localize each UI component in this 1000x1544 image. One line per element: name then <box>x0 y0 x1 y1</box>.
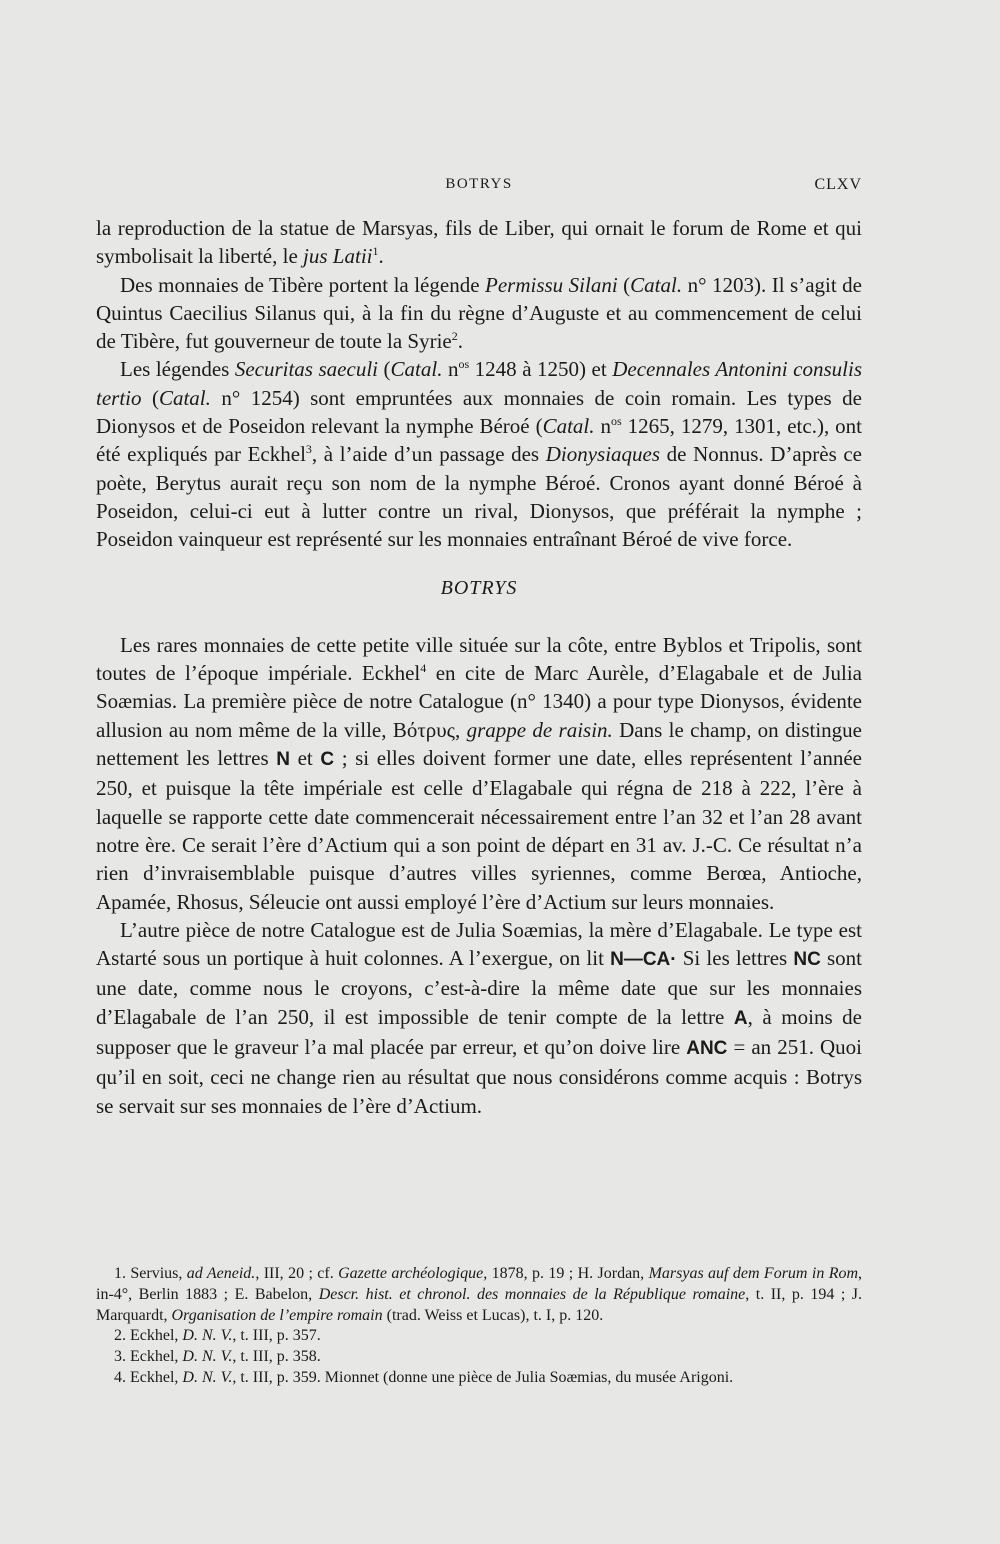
page-number: CLXV <box>814 176 862 193</box>
italic-term: Catal. <box>542 414 595 439</box>
paragraph-2: Des monnaies de Tibère portent la légende Permissu Silani (Catal. n° 1203). Il s’agit de Quintus Caecilius Silanus qui, à la fin du règne d’Auguste et au commencement de celui de Tibère, fut gouverneur de toute la Syrie$^2$. <box>96 272 863 354</box>
superscript: os <box>458 357 470 372</box>
page-header <box>96 176 862 200</box>
italic-term: Dionysiaques <box>545 442 661 467</box>
footnote-1: 1. Servius, ad Aeneid., III, 20 ; cf. Gazette archéologique, 1878, p. 19 ; H. Jordan, Marsyas auf dem Forum in Rom, in-4°, Berlin 1883 ; E. Babelon, Descr. hist. et chronol. des monnaies de la République romaine, t. II, p. 194 ; J. Marquardt, Organisation de l’empire romain (trad. Weiss et Lucas), t. I, p. 120. <box>96 1265 863 1324</box>
paragraph-3: Les légendes Securitas saeculi (Catal. $n^{os}$ 1248 à 1250) et Decennales Antonini consulis tertio (Catal. n° 1254) sont empruntées aux monnaies de coin romain. Les types de Dionysos et de Poseidon relevant la nymphe Béroé (Catal. $n^{os}$ 1265, 1279, 1301, etc.), ont été expliqués par Eckhel$^3$, à l’aide d’un passage des Dionysiaques de Nonnus. D’après ce poète, Berytus aurait reçu son nom de la nymphe Béroé. Cronos ayant donné Béroé à Poseidon, celui-ci eut à lutter contre un rival, Dionysos, que préférait la nymphe ; Poseidon vainqueur est représenté sur les monnaies entraînant Béroé de vive force. <box>96 357 863 552</box>
italic-term: jus Latii <box>303 244 373 269</box>
italic-term: Decennales Antonini consulis tertio <box>96 357 862 410</box>
footnote-4: 4. Eckhel, D. N. V., t. III, p. 359. Mionnet (donne une pièce de Julia Soæmias, du musée Arigoni. <box>114 1368 734 1386</box>
italic-term: grappe de raisin. <box>466 717 613 742</box>
coin-legend: N—CA· <box>610 949 677 971</box>
coin-letter: A <box>733 1007 748 1029</box>
section-heading: BOTRYS <box>440 576 518 599</box>
coin-letter: NC <box>793 949 821 971</box>
paragraph-1: la reproduction de la statue de Marsyas, fils de Liber, qui ornait le forum de Rome et qui symbolisait la liberté, le jus Latii$^1$. <box>96 216 862 269</box>
footnote-2: 2. Eckhel, D. N. V., t. III, p. 357. <box>114 1327 321 1345</box>
footnote-ref-3[interactable]: 3 <box>305 442 312 457</box>
footnote-3: 3. Eckhel, D. N. V., t. III, p. 358. <box>114 1348 321 1366</box>
running-title: BOTRYS <box>445 176 513 192</box>
paragraph-5: L’autre pièce de notre Catalogue est de Julia Soæmias, la mère d’Elagabale. Le type est Astarté sous un portique à huit colonnes. A l’exergue, on lit N—CA· Si les lettres NC sont une date, comme nous le croyons, c’est-à-dire la même date que sur les monnaies d’Elagabale de l’an 250, il est impossible de tenir compte de la lettre A, à moins de supposer que le graveur l’a mal placée par erreur, et qu’on doive lire ANC = an 251. Quoi qu’il en soit, ceci ne change rien au résultat que nous considérons comme acquis : Botrys se servait sur ses monnaies de l’ère d’Actium. <box>96 917 862 1118</box>
footnote-ref-1[interactable]: 1 <box>372 244 379 259</box>
footnote-ref-2[interactable]: 2 <box>451 329 458 344</box>
footnotes <box>96 1264 862 1389</box>
italic-term: Permissu Silani <box>485 272 618 297</box>
italic-term: Securitas saeculi <box>234 357 378 382</box>
paragraph-4: Les rares monnaies de cette petite ville située sur la côte, entre Byblos et Tripolis, sont toutes de l’époque impériale. Eckhel$^4$ en cite de Marc Aurèle, d’Elagabale et de Julia Soæmias. La première pièce de notre Catalogue (n° 1340) a pour type Dionysos, évidente allusion au nom même de la ville, Βότρυς, grappe de raisin. Dans le champ, on distingue nettement les lettres N et C ; si elles doivent former une date, elles représentent l’année 250, et puisque la tête impériale est celle d’Elagabale qui régna de 218 à 222, l’ère à laquelle se rapporte cette date commencerait nécessairement entre l’an 32 et l’an 28 avant notre ère. Ce serait l’ère d’Actium qui a son point de départ en 31 av. J.-C. Ce résultat n’a rien d’invraisemblable puisque d’autres villes syriennes, comme Berœa, Antioche, Apamée, Rhosus, Séleucie ont aussi employé l’ère d’Actium sur leurs monnaies. <box>96 632 863 914</box>
footnote-ref-4[interactable]: 4 <box>420 661 427 676</box>
main-text <box>96 214 862 1120</box>
italic-term: Catal. <box>158 385 211 410</box>
italic-term: Catal. <box>390 357 443 382</box>
coin-letter: C <box>320 749 335 771</box>
coin-letter: N <box>276 749 290 771</box>
italic-term: Catal. <box>630 272 683 297</box>
superscript: os <box>610 414 622 429</box>
coin-letter: ANC <box>686 1038 728 1060</box>
